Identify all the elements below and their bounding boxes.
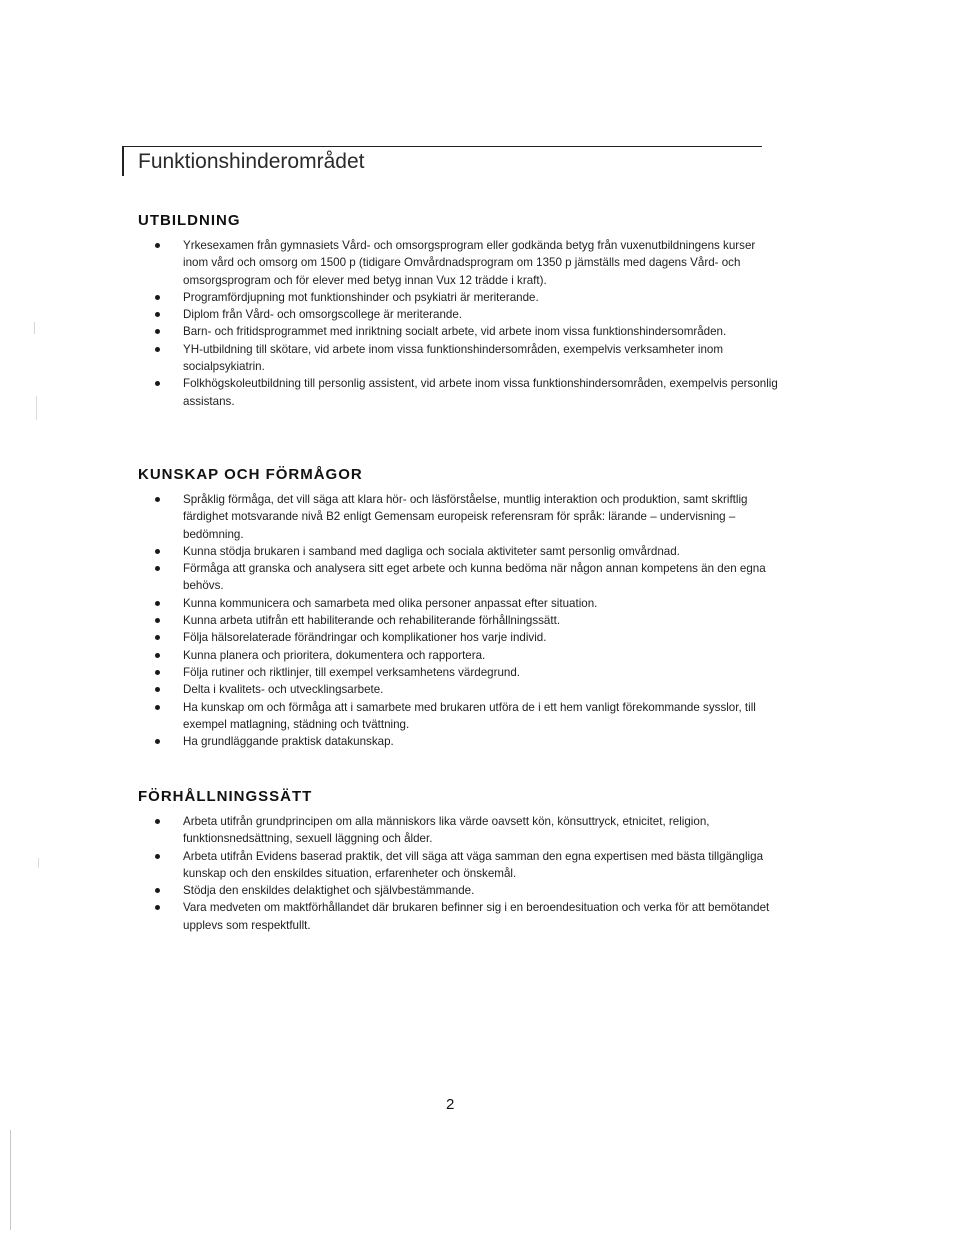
list-item <box>138 543 778 560</box>
scan-artifact <box>36 396 37 420</box>
list-item-text: Barn- och fritidsprogrammet med inriktning socialt arbete, vid arbete inom vissa funktionshindersområden. <box>183 325 727 339</box>
list-item-text: Ha grundläggande praktisk datakunskap. <box>183 735 394 749</box>
forhallningssatt-list <box>138 813 778 934</box>
list-item <box>138 237 778 289</box>
list-item-text: Arbeta utifrån Evidens baserad praktik, det vill säga att väga samman den egna expertisen med bästa tillgängliga kunskap och den enskildes situation, erfarenheter och önskemål. <box>183 849 764 880</box>
list-item-text: Följa rutiner och riktlinjer, till exempel verksamhetens värdegrund. <box>183 665 521 679</box>
bullet-icon <box>155 329 160 334</box>
list-item-text: Vara medveten om maktförhållandet där brukaren befinner sig i en beroendesituation och verka för att bemötandet upplevs som respektfullt. <box>183 901 770 932</box>
list-item <box>138 323 778 340</box>
list-item-text: Kunna planera och prioritera, dokumentera och rapportera. <box>183 648 486 662</box>
list-item-text: Diplom från Vård- och omsorgscollege är meriterande. <box>183 308 463 322</box>
header-bar <box>122 146 124 176</box>
list-item <box>138 813 778 848</box>
list-item-text: Kunna kommunicera och samarbeta med olika personer anpassat efter situation. <box>183 596 598 610</box>
list-item <box>138 612 778 629</box>
bullet-icon <box>155 854 160 859</box>
page-number: 2 <box>446 1096 455 1113</box>
list-item <box>138 647 778 664</box>
bullet-icon <box>155 739 160 744</box>
bullet-icon <box>155 295 160 300</box>
bullet-icon <box>155 653 160 658</box>
list-item <box>138 848 778 883</box>
bullet-icon <box>155 819 160 824</box>
bullet-icon <box>155 888 160 893</box>
list-item-text: Folkhögskoleutbildning till personlig assistent, vid arbete inom vissa funktionshindersområden, exempelvis personlig assistans. <box>183 377 778 408</box>
section-kunskap <box>138 466 778 750</box>
list-item <box>138 306 778 323</box>
list-item-text: Förmåga att granska och analysera sitt eget arbete och kunna bedöma när någon annan kompetens än den egna behövs. <box>183 562 766 593</box>
list-item <box>138 733 778 750</box>
list-item-text: Ha kunskap om och förmåga att i samarbete med brukaren utföra de i ett hem vanligt förekommande sysslor, till exempel matlagning, städning och tvättning. <box>183 700 756 731</box>
list-item <box>138 595 778 612</box>
bullet-icon <box>155 549 160 554</box>
list-item <box>138 899 778 934</box>
section-heading: UTBILDNING <box>138 212 241 229</box>
bullet-icon <box>155 312 160 317</box>
list-item <box>138 681 778 698</box>
bullet-icon <box>155 635 160 640</box>
list-item <box>138 341 778 376</box>
utbildning-list <box>138 237 778 410</box>
list-item <box>138 289 778 306</box>
bullet-icon <box>155 618 160 623</box>
section-forhallningssatt <box>138 788 778 934</box>
list-item-text: Kunna stödja brukaren i samband med dagliga och sociala aktiviteter samt personlig omvårdnad. <box>183 544 680 558</box>
bullet-icon <box>155 601 160 606</box>
bullet-icon <box>155 905 160 910</box>
page-title: Funktionshinderområdet <box>138 150 365 173</box>
list-item <box>138 560 778 595</box>
list-item-text: Språklig förmåga, det vill säga att klara hör- och läsförståelse, muntlig interaktion och produktion, samt skriftlig färdighet motsvarande nivå B2 enligt Gemensam europeisk referensram för språk: lärande – undervisning – bedömning. <box>183 493 748 541</box>
list-item-text: Delta i kvalitets- och utvecklingsarbete. <box>183 683 384 697</box>
list-item <box>138 629 778 646</box>
list-item <box>138 882 778 899</box>
bullet-icon <box>155 705 160 710</box>
bullet-icon <box>155 243 160 248</box>
scan-artifact <box>34 322 35 334</box>
scan-artifact <box>10 1130 11 1230</box>
section-heading: KUNSKAP OCH FÖRMÅGOR <box>138 466 363 483</box>
list-item <box>138 664 778 681</box>
list-item-text: Arbeta utifrån grundprincipen om alla människors lika värde oavsett kön, könsuttryck, etnicitet, religion, funktionsnedsättning, sexuell läggning och ålder. <box>183 815 710 846</box>
list-item-text: Kunna arbeta utifrån ett habiliterande och rehabiliterande förhållningssätt. <box>183 614 561 628</box>
list-item <box>138 491 778 543</box>
bullet-icon <box>155 566 160 571</box>
list-item-text: Följa hälsorelaterade förändringar och komplikationer hos varje individ. <box>183 631 547 645</box>
section-utbildning <box>138 212 778 410</box>
list-item-text: Programfördjupning mot funktionshinder och psykiatri är meriterande. <box>183 290 539 304</box>
list-item-text: YH-utbildning till skötare, vid arbete inom vissa funktionshindersområden, exempelvis verksamheter inom socialpsykiatrin. <box>183 342 723 374</box>
bullet-icon <box>155 687 160 692</box>
bullet-icon <box>155 497 160 502</box>
list-item-text: Stödja den enskildes delaktighet och självbestämmande. <box>183 884 475 898</box>
list-item-text: Yrkesexamen från gymnasiets Vård- och omsorgsprogram eller godkända betyg från vuxenutbildningens kurser inom vård och omsorg om 1500 p (tidigare Omvårdnadsprogram om 1350 p jämställs med dagens Vård- och omsorgsprogram och för elever med betyg innan Vux 12 trädde i kraft). <box>183 239 756 287</box>
scan-artifact <box>38 858 39 868</box>
bullet-icon <box>155 381 160 386</box>
list-item <box>138 375 778 410</box>
list-item <box>138 699 778 734</box>
kunskap-list <box>138 491 778 750</box>
bullet-icon <box>155 347 160 352</box>
section-heading: FÖRHÅLLNINGSSÄTT <box>138 788 313 805</box>
bullet-icon <box>155 670 160 675</box>
header-rule <box>122 146 762 147</box>
